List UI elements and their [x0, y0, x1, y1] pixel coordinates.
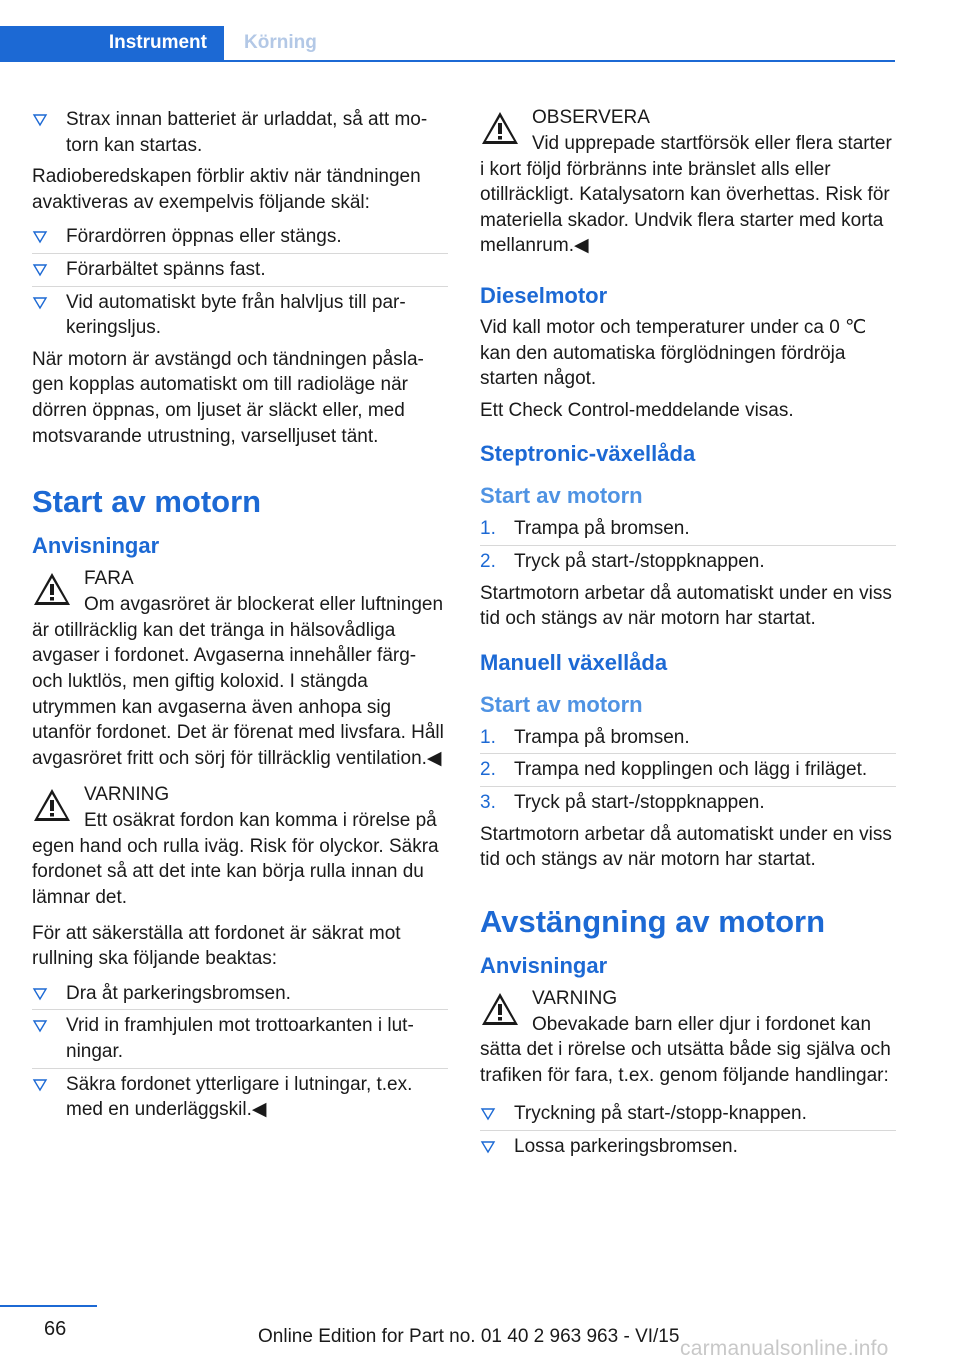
list-item-text: Vrid in framhjulen mot trottoarkanten i lutningar. [66, 1015, 414, 1063]
list-item-text: Säkra fordonet ytterligare i lutningar, t.ex. med en underläggskil.◀ [66, 1073, 413, 1121]
tab-instrument[interactable]: Instrument [0, 26, 224, 62]
list-item [32, 287, 448, 344]
warning-text: Vid upprepade startförsök eller flera starter i kort följd förbränns inte bränslet alls eller otillräckligt. Katalysatorn kan överhettas. Risk för materiella skador. Undvik flera starter med korta mellanrum.◀ [480, 133, 892, 257]
list-item [480, 722, 896, 755]
subsubheading-start-steptronic: Start av motorn [480, 483, 643, 509]
warning-triangle-icon [32, 571, 72, 607]
list-item [480, 546, 896, 578]
list-item [32, 978, 448, 1011]
warning-varning-children [480, 985, 896, 1089]
list-item-text: Strax innan batteriet är urladdat, så att motorn kan startas. [66, 109, 428, 156]
warning-title: OBSERVERA [532, 107, 650, 128]
step-text: Trampa på bromsen. [514, 518, 690, 540]
list-item [480, 1131, 896, 1163]
paragraph-secure: För att säkerställa att fordonet är säkrat mot rullning ska följande beaktas: [32, 922, 401, 970]
triangle-bullet-icon [32, 262, 48, 278]
step-number: 2. [480, 759, 496, 781]
list-item-text: Tryckning på start-/stopp-knappen. [514, 1103, 807, 1125]
paragraph-diesel-glow: Vid kall motor och temperaturer under ca 0 ℃ kan den automatiska förglödningen fördröja starten något. [480, 316, 867, 390]
bullet-list-actions [480, 1098, 896, 1162]
list-item-text: Förarbältet spänns fast. [66, 258, 266, 280]
triangle-bullet-icon [480, 1106, 496, 1122]
paragraph-radio-mode: När motorn är avstängd och tändningen påslagen kopplas automatiskt om till radioläge när dörren öppnas, om ljuset är släckt eller, med motsvarande utrustning, varselljuset tänt. [32, 348, 424, 447]
list-item [480, 787, 896, 819]
warning-varning-rolling [32, 781, 448, 910]
triangle-bullet-icon [32, 112, 48, 128]
list-item-text: Lossa parkeringsbromsen. [514, 1136, 738, 1158]
list-item [32, 1069, 448, 1126]
list-item [480, 754, 896, 787]
right-column [480, 104, 896, 1166]
paragraph-radio: Radioberedskapen förblir aktiv när tändningen avaktiveras av exempelvis följande skäl: [32, 166, 421, 213]
triangle-bullet-icon [480, 1139, 496, 1155]
footer-rule [0, 1305, 97, 1307]
step-number: 3. [480, 791, 496, 813]
list-item [32, 1010, 448, 1068]
bullet-list-reasons [32, 221, 448, 343]
tab-korning[interactable]: Körning [244, 32, 317, 53]
section-title-shutdown: Avstängning av motorn [480, 903, 826, 939]
triangle-bullet-icon [32, 295, 48, 311]
page-number: 66 [44, 1318, 67, 1340]
warning-observera [480, 104, 896, 259]
subheading-anvisningar: Anvisningar [480, 952, 608, 978]
step-text: Tryck på start-/stoppknappen. [514, 550, 765, 572]
list-item-text: Dra åt parkeringsbromsen. [66, 982, 291, 1004]
warning-triangle-icon [480, 991, 520, 1027]
warning-title: VARNING [532, 987, 618, 1009]
warning-triangle-icon [32, 787, 72, 823]
step-text: Tryck på start-/stoppknappen. [514, 791, 765, 813]
step-number: 2. [480, 550, 496, 572]
triangle-bullet-icon [32, 229, 48, 245]
subheading-anvisningar: Anvisningar [32, 533, 160, 559]
warning-text: Obevakade barn eller djur i fordonet kan sätta det i rörelse och utsätta både sig själva och trafiken för fara, t.ex. genom följande handlingar: [480, 1013, 891, 1086]
list-item [32, 254, 448, 287]
subheading-manual: Manuell växellåda [480, 649, 668, 675]
list-item-text: Vid automatiskt byte från halvljus till parkeringsljus. [66, 291, 406, 339]
list-item-text: Förardörren öppnas eller stängs. [66, 226, 342, 248]
bullet-list-secure [32, 978, 448, 1126]
list-item [32, 221, 448, 254]
paragraph-starter-steptronic: Startmotorn arbetar då automatiskt under en viss tid och stängs av när motorn har startat. [480, 582, 892, 630]
list-item [480, 1098, 896, 1131]
triangle-bullet-icon [32, 1077, 48, 1093]
warning-triangle-icon [480, 110, 520, 146]
left-column [32, 104, 448, 1129]
steps-manual [480, 722, 896, 819]
warning-fara [32, 565, 448, 771]
chapter-tab-bar [0, 26, 895, 62]
triangle-bullet-icon [32, 1018, 48, 1034]
step-number: 1. [480, 726, 496, 748]
triangle-bullet-icon [32, 986, 48, 1002]
warning-text: Om avgasröret är blockerat eller luftningen är otillräcklig kan det tränga in hälsovådliga avgaser i fordonet. Avgaserna innehåller färg- och luktlös, men giftig koloxid. I stängda utrymmen kan avgaserna även anhopa sig utanför fordonet. Det är förenat med livsfara. Håll avgasröret fritt och sörj för tillräcklig ventilation.◀ [32, 594, 444, 769]
step-text: Trampa ned kopplingen och lägg i friläget. [514, 759, 868, 781]
steps-steptronic [480, 513, 896, 577]
subheading-steptronic: Steptronic-växellåda [480, 441, 696, 467]
section-title-start: Start av motorn [32, 484, 262, 520]
edition-note: Online Edition for Part no. 01 40 2 963 963 - VI/15 [258, 1326, 680, 1347]
list-item [32, 104, 448, 161]
paragraph-diesel-check: Ett Check Control-meddelande visas. [480, 399, 794, 421]
step-text: Trampa på bromsen. [514, 726, 690, 748]
warning-title: VARNING [84, 784, 170, 806]
bullet-list-battery [32, 104, 448, 161]
list-item [480, 513, 896, 546]
site-watermark: carmanualsonline.info [680, 1337, 889, 1360]
paragraph-starter-manual: Startmotorn arbetar då automatiskt under en viss tid och stängs av när motorn har startat. [480, 823, 892, 871]
warning-title: FARA [84, 568, 134, 590]
warning-text: Ett osäkrat fordon kan komma i rörelse på egen hand och rulla iväg. Risk för olyckor. Säkra fordonet så att det inte kan börja rulla innan du lämnar det. [32, 810, 439, 909]
step-number: 1. [480, 518, 496, 540]
subheading-dieselmotor: Dieselmotor [480, 282, 608, 308]
subsubheading-start-manual: Start av motorn [480, 691, 643, 717]
